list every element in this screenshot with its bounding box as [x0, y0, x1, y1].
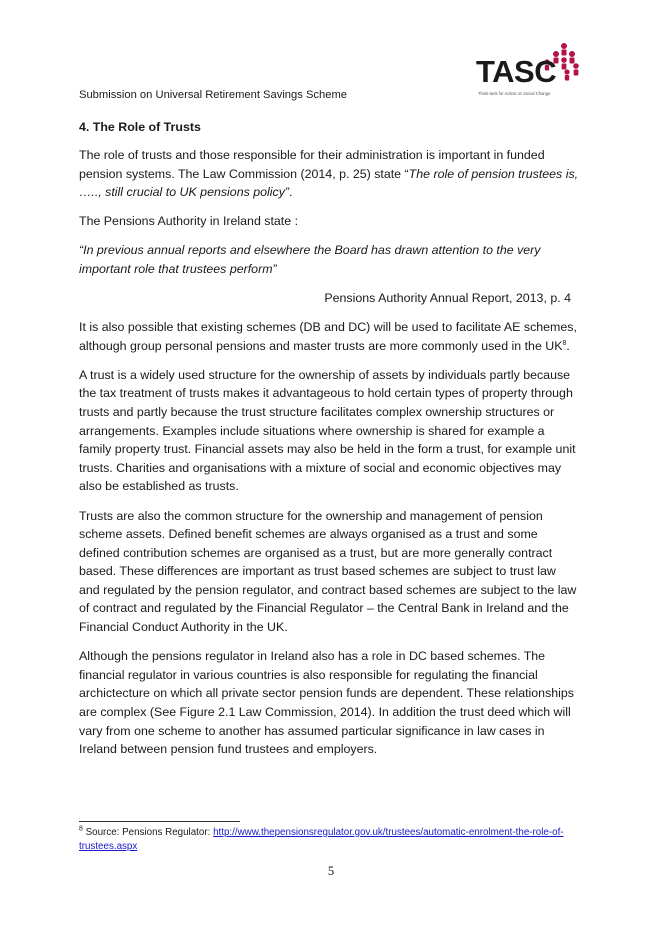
footnote-reference[interactable]: 8: [562, 339, 567, 347]
main-content: [79, 118, 579, 769]
paragraph-6: Although the pensions regulator in Ireland also has a role in DC based schemes. The financial regulator in various countries is also responsible for regulating the financial archictecture on which all private sector pension funds are dependent. These relationships are complex (See Figure 2.1 Law Commission, 2014). In addition the trust deed which will vary from one scheme to another has assumed particular significance in law cases in Ireland between pension fund trustees and employers.: [79, 649, 575, 757]
footnote: [79, 826, 579, 853]
quote-citation: Pensions Authority Annual Report, 2013, p. 4: [324, 291, 571, 306]
block-quote: “In previous annual reports and elsewhere the Board has drawn attention to the very important role that trustees perform”: [79, 243, 541, 276]
paragraph-1-end: .: [289, 185, 293, 200]
logo-tagline: Think-tank for Action on Social Change: [478, 91, 551, 96]
tasc-logo: [476, 42, 586, 104]
paragraph-4: A trust is a widely used structure for the ownership of assets by individuals partly because the tax treatment of trusts makes it advantageous to hold certain types of property through trusts and partly because the trust structure facilitates complex ownership structures or arrangements. Examples include situations where ownership is shared for example a family property trust. Financial assets may also be held in the form a trust, for example unit trusts. Charities and organisations with a mixture of social and economic objectives may also be established as trusts.: [79, 367, 576, 494]
paragraph-5: Trusts are also the common structure for the ownership and management of pension scheme assets. Defined benefit schemes are always organised as a trust and some defined contribution schemes are organised as a trust, but are more generally contract based. These differences are important as trust based schemes are subject to trust law and regulated by the pension regulator, and contract based schemes are subject to the law of contract and regulated by the Financial Regulator – the Central Bank in Ireland and the Financial Conduct Authority in the UK.: [79, 508, 577, 635]
paragraph-3: [79, 318, 579, 355]
paragraph-1-quote: The role of pension trustees is, ….., still crucial to UK pensions policy”: [79, 166, 579, 200]
paragraph-3-text: It is also possible that existing schemes (DB and DC) will be used to facilitate AE schemes, although group personal pensions and master trusts are more commonly used in the UK: [79, 320, 577, 353]
paragraph-1: [79, 146, 579, 202]
footnote-label: Source: Pensions Regulator:: [82, 827, 214, 838]
footnote-number: 8: [79, 825, 83, 833]
running-header: Submission on Universal Retirement Savings Scheme: [79, 89, 347, 101]
footnote-divider: [79, 821, 240, 822]
logo-wordmark: TASC: [476, 54, 557, 89]
paragraph-2: The Pensions Authority in Ireland state :: [79, 214, 299, 229]
section-heading: 4. The Role of Trusts: [79, 120, 201, 134]
page-number: 5: [327, 864, 335, 878]
paragraph-3-end: .: [566, 338, 570, 353]
paragraph-1-text: The role of trusts and those responsible for their administration is important in funded pension systems. The Law Commission (2014, p. 25) state “: [79, 148, 545, 181]
footnote-link[interactable]: http://www.thepensionsregulator.gov.uk/trustees/automatic-enrolment-the-role-of-trustees.aspx: [79, 827, 564, 852]
